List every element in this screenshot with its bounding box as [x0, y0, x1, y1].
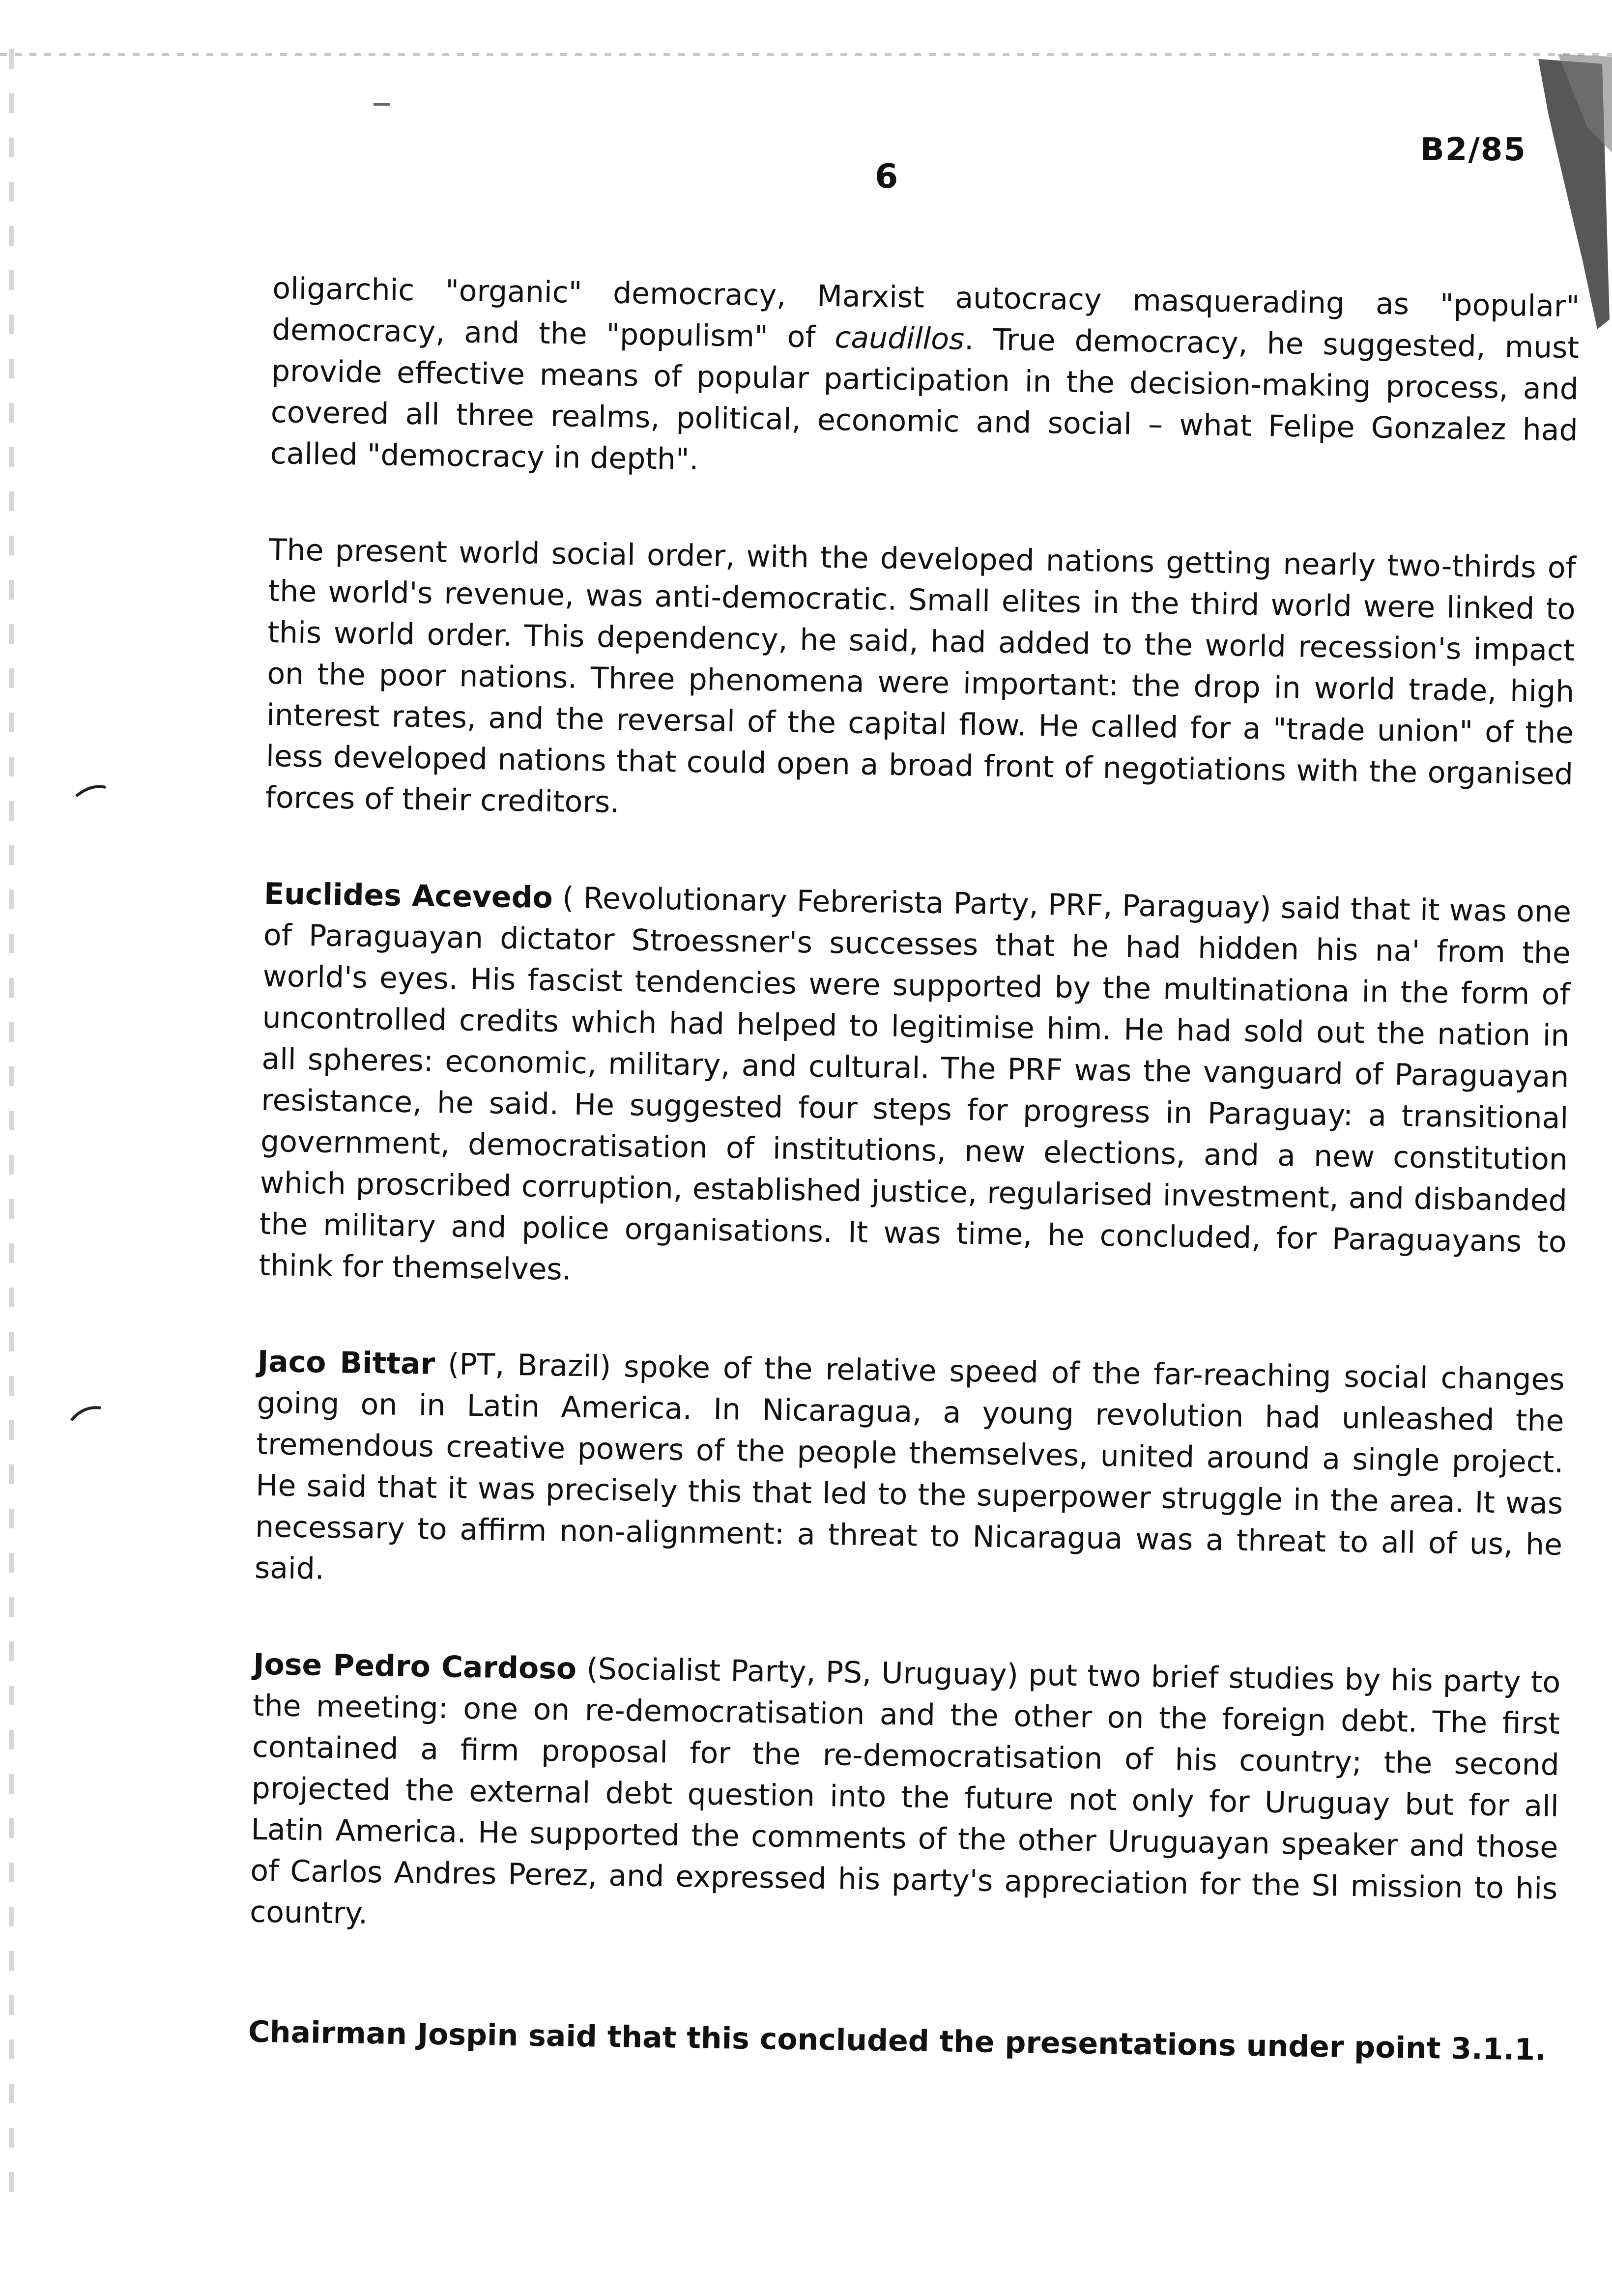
paragraph-bittar	[254, 1341, 1565, 1607]
scan-edge-left	[9, 49, 14, 2211]
paragraph-text: ( Revolutionary Febrerista Party, PRF, Paraguay) said that it was one of Paraguayan dictator Stroessner's successes that he had hidden his na' from the world's eyes. His fascist tendencies were supported by the multinationa in the form of uncontrolled credits which had helped to legitimise him. He had sold out the nation in all spheres: economic, military, and cultural. The PRF was the vanguard of Paraguayan resistance, he said. He suggested four steps for progress in Paraguay: a transitional government, democratisation of institutions, new elections, and a new constitution which proscribed corruption, established justice, regularised investment, and disbanded the military and police organisations. It was time, he concluded, for Paraguayans to think for themselves.	[259, 881, 1572, 1287]
document-reference: B2/85	[1420, 132, 1526, 168]
margin-mark	[74, 781, 108, 801]
speaker-name: Jose Pedro Cardoso	[253, 1647, 577, 1686]
paragraph-cardoso	[250, 1644, 1561, 1951]
closing-statement: Chairman Jospin said that this concluded the presentations under point 3.1.1.	[248, 2014, 1547, 2067]
paragraph-text: The present world social order, with the developed nations getting nearly two-thirds of the world's revenue, was anti-democratic. Small elites in the third world were linked to this world order. This dependency, he said, had added to the world recession's impact on the poor nations. Three phenomena were important: the drop in world trade, high interest rates, and the reversal of the capital flow. He called for a "trade union" of the less developed nations that could open a broad front of negotiations with the organised forces of their creditors.	[265, 532, 1577, 820]
paragraph-text: oligarchic "organic" democracy, Marxist autocracy masquerading as "popular" democracy, and the "populism" of	[271, 271, 1580, 355]
paragraph-text: . True democracy, he suggested, must provide effective means of popular participation in the decision-making process, and covered all three realms, political, economic and social – what Felipe Gonzalez had called "democracy in depth".	[270, 322, 1580, 477]
paragraph-text: (Socialist Party, PS, Uruguay) put two brief studies by his party to the meeting: one on re-democratisation and the other on the foreign debt. The first contained a firm proposal for the re-democratisation of his country; the second projected the external debt question into the future not only for Uruguay but for all Latin America. He supported the comments of the other Uruguayan speaker and those of Carlos Andres Perez, and expressed his party's appreciation for the SI mission to his country.	[249, 1651, 1561, 1931]
paragraph-democracy	[270, 268, 1580, 492]
speaker-name: Euclides Acevedo	[263, 876, 553, 916]
paragraph-acevedo	[259, 873, 1571, 1304]
scan-edge-top	[0, 53, 1612, 56]
paragraph-text: (PT, Brazil) spoke of the relative speed of the far-reaching social changes going on in Latin America. In Nicaragua, a young revolution had unleashed the tremendous creative powers of the people themselves, united around a single project. He said that it was precisely this that led to the superpower struggle in the area. It was necessary to affirm non-alignment: a threat to Nicaragua was a threat to all of us, he said.	[254, 1347, 1565, 1586]
page-number: 6	[875, 157, 898, 196]
speaker-name: Jaco Bittar	[257, 1344, 435, 1381]
italic-term: caudillos	[834, 320, 965, 357]
document-body	[247, 268, 1580, 2126]
stray-mark	[374, 103, 390, 106]
paragraph-world-order	[265, 529, 1576, 836]
margin-mark	[69, 1403, 103, 1423]
